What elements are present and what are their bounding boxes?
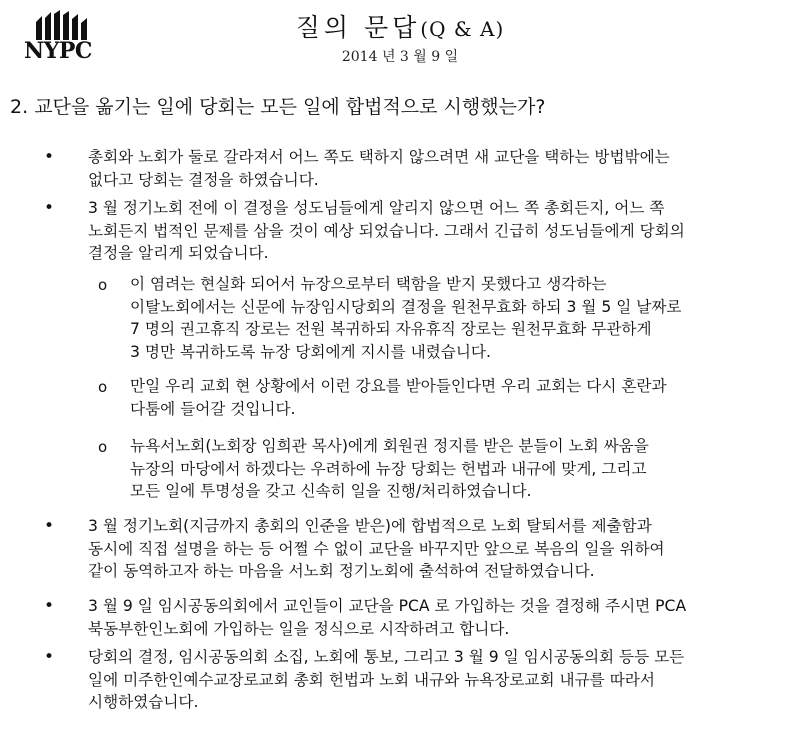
list-item-line: 다툼에 들어갈 것입니다. <box>130 399 296 418</box>
list-item <box>44 197 788 265</box>
document-date: 2014 년 3 월 9 일 <box>341 49 459 65</box>
bullet-icon: • <box>44 596 55 616</box>
list-item-line: 일에 미주한인예수교장로교회 총회 헌법과 노회 내규와 뉴욕장로교회 내규를 따라서 <box>88 670 655 689</box>
logo-text: NYPC <box>24 38 92 64</box>
bullet-icon: • <box>44 198 55 218</box>
circle-bullet-icon: o <box>98 438 108 456</box>
list-item <box>44 595 788 640</box>
list-item-line: 당회의 결정, 임시공동의회 소집, 노회에 통보, 그리고 3 월 9 일 임시공동의회 등등 모든 <box>88 648 685 666</box>
bullet-icon: • <box>44 516 55 536</box>
list-item-line: 총회와 노회가 둘로 갈라져서 어느 쪽도 택하지 않으려면 새 교단을 택하는 방법밖에는 <box>88 148 670 166</box>
question-dot: . <box>22 96 35 118</box>
title-text: 질의 문답 <box>295 13 421 42</box>
list-item-line: 3 월 9 일 임시공동의회에서 교인들이 교단을 PCA 로 가입하는 것을 결정해 주시면 PCA <box>88 597 687 615</box>
page-title <box>0 8 800 44</box>
question-heading <box>10 92 790 119</box>
sub-list-item <box>98 375 790 420</box>
list-item-line: 같이 동역하고자 하는 마음을 서노회 정기노회에 출석하여 전달하였습니다. <box>88 562 595 581</box>
list-item-line: 뉴장의 마당에서 하겠다는 우려하에 뉴장 당회는 헌법과 내규에 맞게, 그리고 <box>130 459 647 478</box>
list-item-line: 7 명의 권고휴직 장로는 전원 복귀하되 자유휴직 장로는 원천무효화 무관하게 <box>130 320 652 339</box>
list-item-line: 이탈노회에서는 신문에 뉴장임시당회의 결정을 원천무효화 하되 3 월 5 일 날짜로 <box>130 297 682 316</box>
circle-bullet-icon: o <box>98 378 108 396</box>
list-item-line: 없다고 당회는 결정을 하였습니다. <box>88 170 319 189</box>
list-item-line: 3 월 정기노회(지금까지 총회의 인준을 받은)에 합법적으로 노회 탈퇴서를 제출함과 <box>88 517 652 535</box>
list-item-line: 3 월 정기노회 전에 이 결정을 성도님들에게 알리지 않으면 어느 쪽 총회든지, 어느 쪽 <box>88 199 665 217</box>
list-item-line: 동시에 직접 설명을 하는 등 어쩔 수 없이 교단을 바꾸지만 앞으로 복음의 일을 위하여 <box>88 539 665 558</box>
circle-bullet-icon: o <box>98 276 108 294</box>
sub-list-item <box>98 435 790 503</box>
title-suffix: (Q & A) <box>420 17 505 41</box>
sub-list-item <box>98 273 790 363</box>
list-item-line: 노회든지 법적인 문제를 삼을 것이 예상 되었습니다. 그래서 긴급히 성도님들에게 당회의 <box>88 221 685 240</box>
list-item-line: 3 명만 복귀하도록 뉴장 당회에게 지시를 내렸습니다. <box>130 342 491 361</box>
list-item-line: 모든 일에 투명성을 갖고 신속히 일을 진행/처리하였습니다. <box>130 482 532 501</box>
list-item-line: 이 염려는 현실화 되어서 뉴장으로부터 택함을 받지 못했다고 생각하는 <box>130 275 607 293</box>
bullet-icon: • <box>44 147 55 167</box>
bullet-icon: • <box>44 647 55 667</box>
list-item-line: 뉴욕서노회(노회장 임희관 목사)에게 회원권 정지를 받은 분들이 노회 싸움을 <box>130 437 649 455</box>
question-text: 교단을 옮기는 일에 당회는 모든 일에 합법적으로 시행했는가? <box>34 96 546 118</box>
list-item-line: 북동부한인노회에 가입하는 일을 정식으로 시작하려고 합니다. <box>88 619 510 638</box>
list-item-line: 결정을 알리게 되었습니다. <box>88 244 269 263</box>
question-number: 2 <box>10 96 23 118</box>
list-item <box>44 146 788 191</box>
list-item-line: 만일 우리 교회 현 상황에서 이런 강요를 받아들인다면 우리 교회는 다시 혼란과 <box>130 377 667 395</box>
list-item <box>44 646 788 714</box>
list-item <box>44 515 788 583</box>
list-item-line: 시행하였습니다. <box>88 693 199 712</box>
